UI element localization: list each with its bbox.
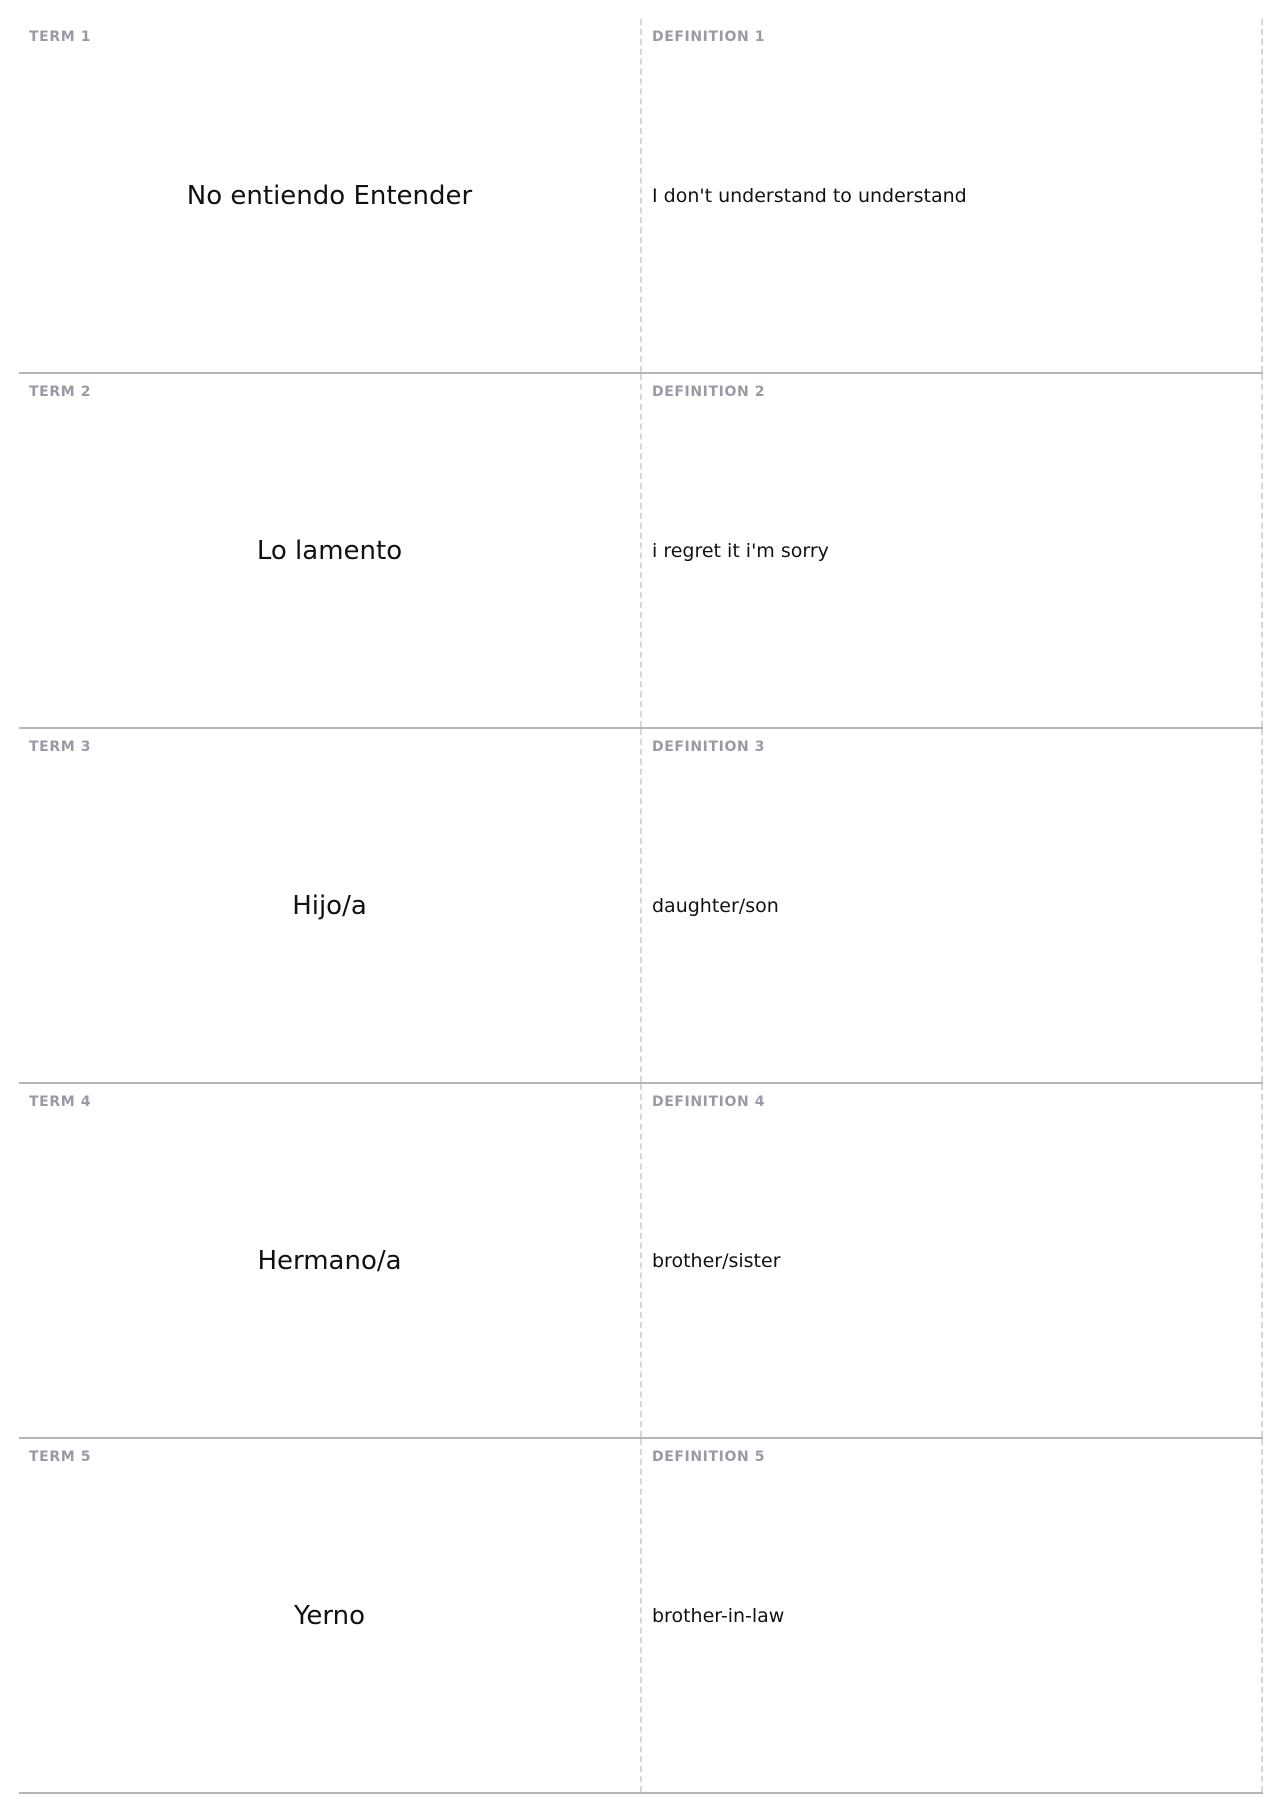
definition-label: DEFINITION 4	[652, 1094, 766, 1110]
term-label: TERM 3	[29, 739, 92, 755]
term-text: Lo lamento	[256, 535, 403, 566]
term-text: No entiendo Entender	[186, 180, 473, 211]
definition-label: DEFINITION 2	[652, 384, 766, 400]
term-cell	[19, 19, 642, 372]
definition-cell	[642, 729, 1263, 1082]
definition-label: DEFINITION 5	[652, 1449, 766, 1465]
flashcard-row	[19, 19, 1263, 374]
definition-cell	[642, 374, 1263, 727]
definition-cell	[642, 1439, 1263, 1792]
definition-text: i regret it i'm sorry	[652, 539, 829, 562]
flashcard-row	[19, 374, 1263, 729]
term-label: TERM 4	[29, 1094, 92, 1110]
definition-text: daughter/son	[652, 894, 779, 917]
definition-text: I don't understand to understand	[652, 184, 967, 207]
flashcard-row	[19, 1439, 1263, 1794]
term-cell	[19, 729, 642, 1082]
term-label: TERM 1	[29, 29, 92, 45]
definition-text: brother-in-law	[652, 1604, 785, 1627]
term-cell	[19, 1439, 642, 1792]
definition-cell	[642, 1084, 1263, 1437]
definition-label: DEFINITION 1	[652, 29, 766, 45]
flashcard-sheet	[19, 19, 1263, 1794]
flashcard-row	[19, 1084, 1263, 1439]
term-text: Hijo/a	[292, 890, 367, 921]
term-text: Hermano/a	[257, 1245, 402, 1276]
term-cell	[19, 374, 642, 727]
definition-text: brother/sister	[652, 1249, 781, 1272]
definition-label: DEFINITION 3	[652, 739, 766, 755]
term-text: Yerno	[293, 1600, 366, 1631]
term-label: TERM 2	[29, 384, 92, 400]
flashcard-row	[19, 729, 1263, 1084]
term-label: TERM 5	[29, 1449, 92, 1465]
term-cell	[19, 1084, 642, 1437]
definition-cell	[642, 19, 1263, 372]
